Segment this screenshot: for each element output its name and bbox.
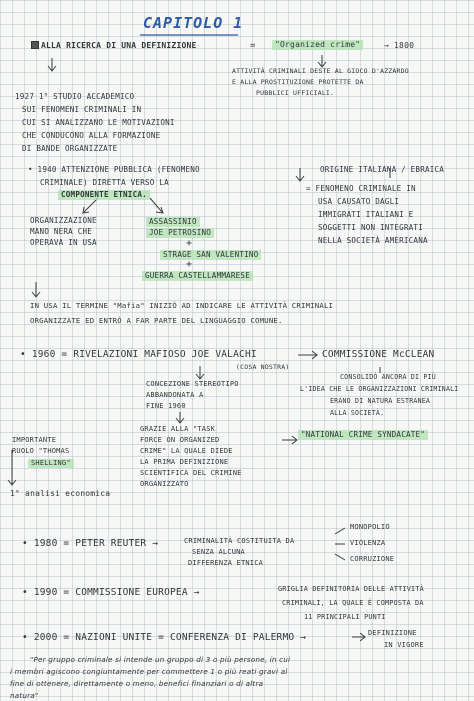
mafia-line: ORGANIZZATE ED ENTRÒ A FAR PARTE DEL LINGUAGGIO COMUNE.	[30, 316, 283, 325]
year-1800: → 1800	[384, 41, 415, 50]
cosa-nostra: (COSA NOSTRA)	[236, 363, 290, 371]
consolido-line: L'IDEA CHE LE ORGANIZZAZIONI CRIMINALI	[300, 385, 459, 393]
importante-line: IMPORTANTE	[12, 436, 57, 444]
branch-monopolio: MONOPOLIO	[350, 523, 390, 531]
concezione-line: ABBANDONATA A	[146, 391, 204, 399]
organized-crime-quote: "Organized crime"	[272, 40, 363, 50]
fenomeno-line: = FENOMENO CRIMINALE IN	[306, 184, 416, 193]
task-force-line: GRAZIE ALLA "TASK	[140, 425, 216, 433]
note-line: E ALLA PROSTITUZIONE PROTETTE DA	[232, 78, 364, 86]
line-1940: CRIMINALE) DIRETTA VERSO LA	[40, 178, 169, 187]
griglia-line: CRIMINALI, LA QUALE È COMPOSTA DA	[282, 599, 424, 607]
definition-quote: fine di ottenere, direttamente o meno, benefici finanziari o di altra	[10, 679, 264, 688]
fenomeno-line: SOGGETTI NON INTEGRATI	[318, 223, 423, 232]
mano-nera-line: MANO NERA CHE	[30, 227, 93, 236]
guerra-castellammarese: GUERRA CASTELLAMMARESE	[142, 271, 253, 281]
section-heading: ALLA RICERCA DI UNA DEFINIZIONE	[41, 41, 197, 50]
mano-nera-line: OPERAVA IN USA	[30, 238, 97, 247]
line-1940: • 1940 ATTENZIONE PUBBLICA (FENOMENO	[28, 165, 200, 174]
assassinio-line: JOE PETROSINO	[146, 228, 214, 238]
concezione-line: FINE 1960	[146, 402, 186, 410]
line-1990: • 1990 = COMMISSIONE EUROPEA →	[22, 587, 200, 598]
definition-quote: natura"	[10, 691, 39, 700]
definizione-in-vigore: IN VIGORE	[384, 641, 424, 649]
concezione-line: CONCEZIONE STEREOTIPO	[146, 380, 239, 388]
branch-corruzione: CORRUZIONE	[350, 555, 395, 563]
line-1927: DI BANDE ORGANIZZATE	[22, 144, 118, 153]
line-1927: CHE CONDUCONO ALLA FORMAZIONE	[22, 131, 161, 140]
line-1960: • 1960 = RIVELAZIONI MAFIOSO JOE VALACHI	[20, 349, 257, 360]
task-force-line: SCIENTIFICA DEL CRIMINE	[140, 469, 242, 477]
mano-nera-line: ORGANIZZAZIONE	[30, 216, 97, 225]
commissione-mcclean: COMMISSIONE McCLEAN	[322, 349, 435, 360]
line-1927: 1927 1° STUDIO ACCADEMICO	[15, 92, 135, 101]
task-force-line: FORCE ON ORGANIZED	[140, 436, 220, 444]
griglia-line: GRIGLIA DEFINITORIA DELLE ATTIVITÀ	[278, 585, 424, 593]
checkbox-square-icon	[31, 41, 39, 49]
mafia-line: IN USA IL TERMINE "Mafia" INIZIÒ AD INDICARE LE ATTIVITÀ CRIMINALI	[30, 301, 334, 310]
line-1980: • 1980 = PETER REUTER →	[22, 538, 159, 549]
definition-quote: i membri agiscono congiuntamente per commettere 1 o più reati gravi al	[10, 667, 288, 676]
consolido-line: CONSOLIDÒ ANCORA DI PIÙ	[340, 373, 436, 381]
importante-line: SHELLING"	[28, 459, 74, 468]
branch-violenza: VIOLENZA	[350, 539, 386, 547]
analisi-economica: 1° analisi economica	[10, 489, 111, 498]
plus-sign: +	[186, 238, 193, 249]
heading-equals: =	[250, 41, 256, 51]
origine-italiana: ORIGINE ITALIANA / EBRAICA	[320, 165, 445, 174]
page-title: CAPITOLO 1	[143, 14, 244, 32]
reuter-text: SENZA ALCUNA	[192, 548, 245, 556]
note-line: ATTIVITÀ CRIMINALI DESTE AL GIOCO D'AZZARDO	[232, 67, 409, 75]
task-force-line: CRIME" LA QUALE DIEDE	[140, 447, 233, 455]
fenomeno-line: USA CAUSATO DAGLI	[318, 197, 400, 206]
fenomeno-line: IMMIGRATI ITALIANI E	[318, 210, 414, 219]
plus-sign: +	[186, 259, 193, 270]
definition-quote: "Per gruppo criminale si intende un gruppo di 3 o più persone, in cui	[30, 655, 291, 664]
definizione-in-vigore: DEFINIZIONE	[368, 629, 417, 637]
assassinio-line: ASSASSINIO	[146, 217, 200, 227]
consolido-line: ALLA SOCIETÀ.	[330, 409, 385, 417]
task-force-line: LA PRIMA DEFINIZIONE	[140, 458, 229, 466]
importante-line: RUOLO "THOMAS	[12, 447, 70, 455]
note-line: PUBBLICI UFFICIALI.	[256, 89, 335, 97]
line-2000: • 2000 = NAZIONI UNITE = CONFERENZA DI PALERMO →	[22, 632, 307, 643]
consolido-line: ERANO DI NATURA ESTRANEA	[330, 397, 431, 405]
griglia-line: 11 PRINCIPALI PUNTI	[304, 613, 386, 621]
line-1927: CUI SI ANALIZZANO LE MOTIVAZIONI	[22, 118, 175, 127]
componente-etnica: COMPONENTE ETNICA.	[58, 190, 150, 200]
reuter-text: DIFFERENZA ETNICA	[188, 559, 264, 567]
strage-san-valentino: STRAGE SAN VALENTINO	[160, 250, 261, 260]
task-force-line: ORGANIZZATO	[140, 480, 189, 488]
reuter-text: CRIMINALITÀ COSTITUITA DA	[184, 537, 295, 545]
line-1927: SUI FENOMENI CRIMINALI IN	[22, 105, 142, 114]
fenomeno-line: NELLA SOCIETÀ AMERICANA	[318, 236, 428, 245]
national-crime-syndacate: "NATIONAL CRIME SYNDACATE"	[298, 430, 428, 440]
